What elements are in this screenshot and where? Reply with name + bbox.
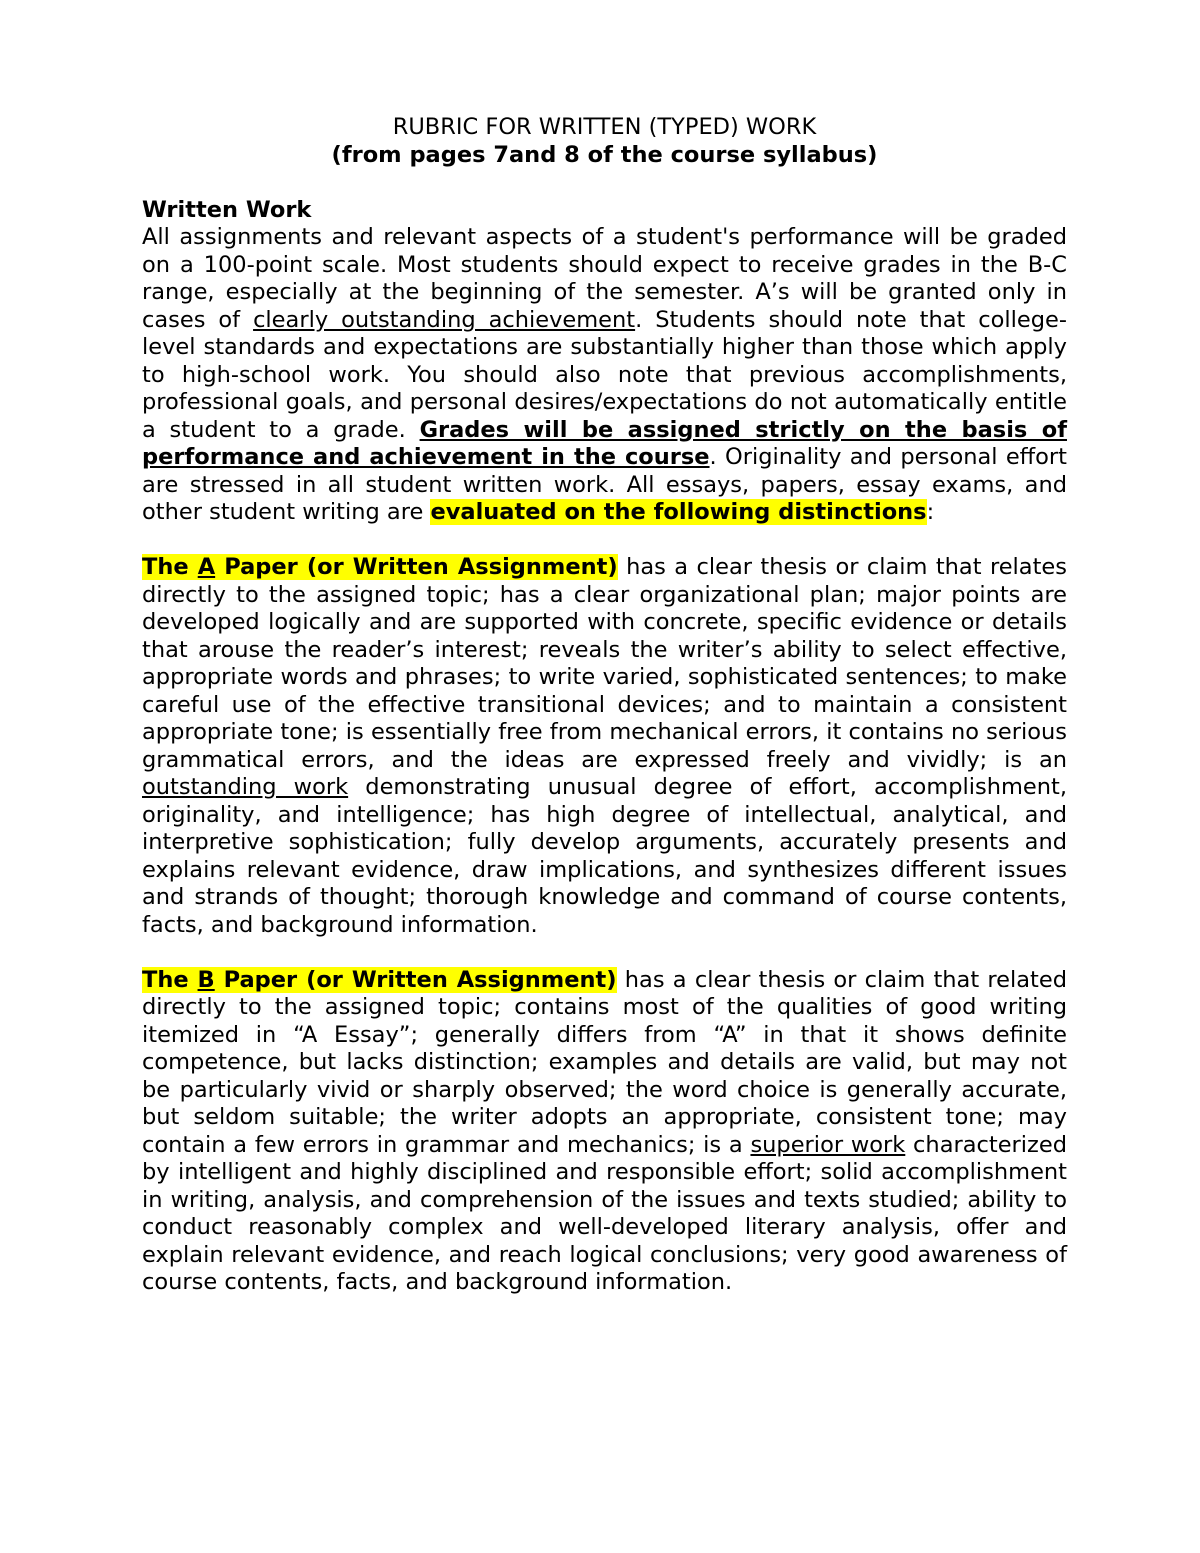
spacer [142, 527, 1067, 555]
b-paper-grade: B [197, 966, 215, 993]
document-subtitle: (from pages 7and 8 of the course syllabus) [331, 141, 878, 168]
a-paper-grade: A [197, 554, 216, 580]
spacer [142, 169, 1067, 197]
a-paper-text-1: has a clear thesis or claim that relates directly to the assigned topic; has a clear organizational plan; major points are developed logically and are supported with concrete, specific evidence or details that arouse the reader’s interest; reveals the writer’s ability to select effective, appropriate words and phrases; to write varied, sophisticated sentences; to make careful use of the effective transitional devices; and to maintain a consistent appropriate tone; is essentially free from mechanical errors, it contains no serious grammatical errors, and the ideas are expressed freely and vividly; is an [142, 554, 1067, 773]
written-work-paragraph [142, 224, 1067, 527]
b-paper-heading-post: Paper (or Written Assignment) [214, 966, 617, 993]
superior-work-underline: superior work [750, 1131, 906, 1158]
written-work-text-1: All assignments and relevant aspects of a student's performance will be graded on a 100-point scale. Most students should expect to receive grades in the B-C range, especially at the beginning of the semester. A’s will be granted only in cases of [142, 224, 1067, 333]
b-paper-heading [142, 967, 617, 993]
outstanding-work-underline: outstanding work [142, 774, 349, 800]
written-work-text-2: . Students should note that college-level standards and expectations are substantially higher than those which apply to high-school work. You should also note that previous accomplishments, professional goals, and personal desires/expectations do not automatically entitle a student to a grade. [142, 306, 1068, 443]
b-paper-text-1: has a clear thesis or claim that related directly to the assigned topic; contains most of the qualities of good writing itemized in “A Essay”; generally differs from “A” in that it shows definite competence, but lacks distinction; examples and details are valid, but may not be particularly vivid or sharply observed; the word choice is generally accurate, but seldom suitable; the writer adopts an appropriate, consistent tone; may contain a few errors in grammar and mechanics; is a [142, 966, 1067, 1158]
a-paper-heading-pre: The [142, 554, 198, 580]
spacer [142, 939, 1067, 967]
grades-assigned-statement: Grades will be assigned strictly on the basis of performance and achievement in the course [142, 416, 1067, 470]
written-work-heading: Written Work [142, 196, 312, 223]
a-paper-text-2: demonstrating unusual degree of effort, accomplishment, originality, and intelligence; has high degree of intellectual, analytical, and interpretive sophistication; fully develop arguments, accurately presents and explains relevant evidence, draw implications, and synthesizes different issues and strands of thought; thorough knowledge and command of course contents, facts, and background information. [142, 774, 1067, 938]
b-paper-text-2: characterized by intelligent and highly disciplined and responsible effort; solid accomplishment in writing, analysis, and comprehension of the issues and texts studied; ability to conduct reasonably complex and well-developed literary analysis, offer and explain relevant evidence, and reach logical conclusions; very good awareness of course contents, facts, and background information. [142, 1131, 1067, 1295]
document-title: RUBRIC FOR WRITTEN (TYPED) WORK [392, 114, 817, 140]
a-paper-heading [142, 554, 618, 580]
a-paper-heading-post: Paper (or Written Assignment) [215, 554, 618, 580]
b-paper-heading-pre: The [142, 966, 198, 993]
b-paper-paragraph [142, 967, 1067, 1297]
distinctions-highlight: evaluated on the following distinctions [430, 499, 927, 525]
outstanding-achievement-underline: clearly outstanding achievement [253, 306, 636, 333]
written-work-text-3: . Originality and personal effort are stressed in all student written work. All essays, papers, essay exams, and other student writing are [142, 444, 1068, 525]
written-work-text-4: : [926, 499, 935, 525]
a-paper-paragraph [142, 554, 1067, 939]
document-body [142, 114, 1067, 1297]
